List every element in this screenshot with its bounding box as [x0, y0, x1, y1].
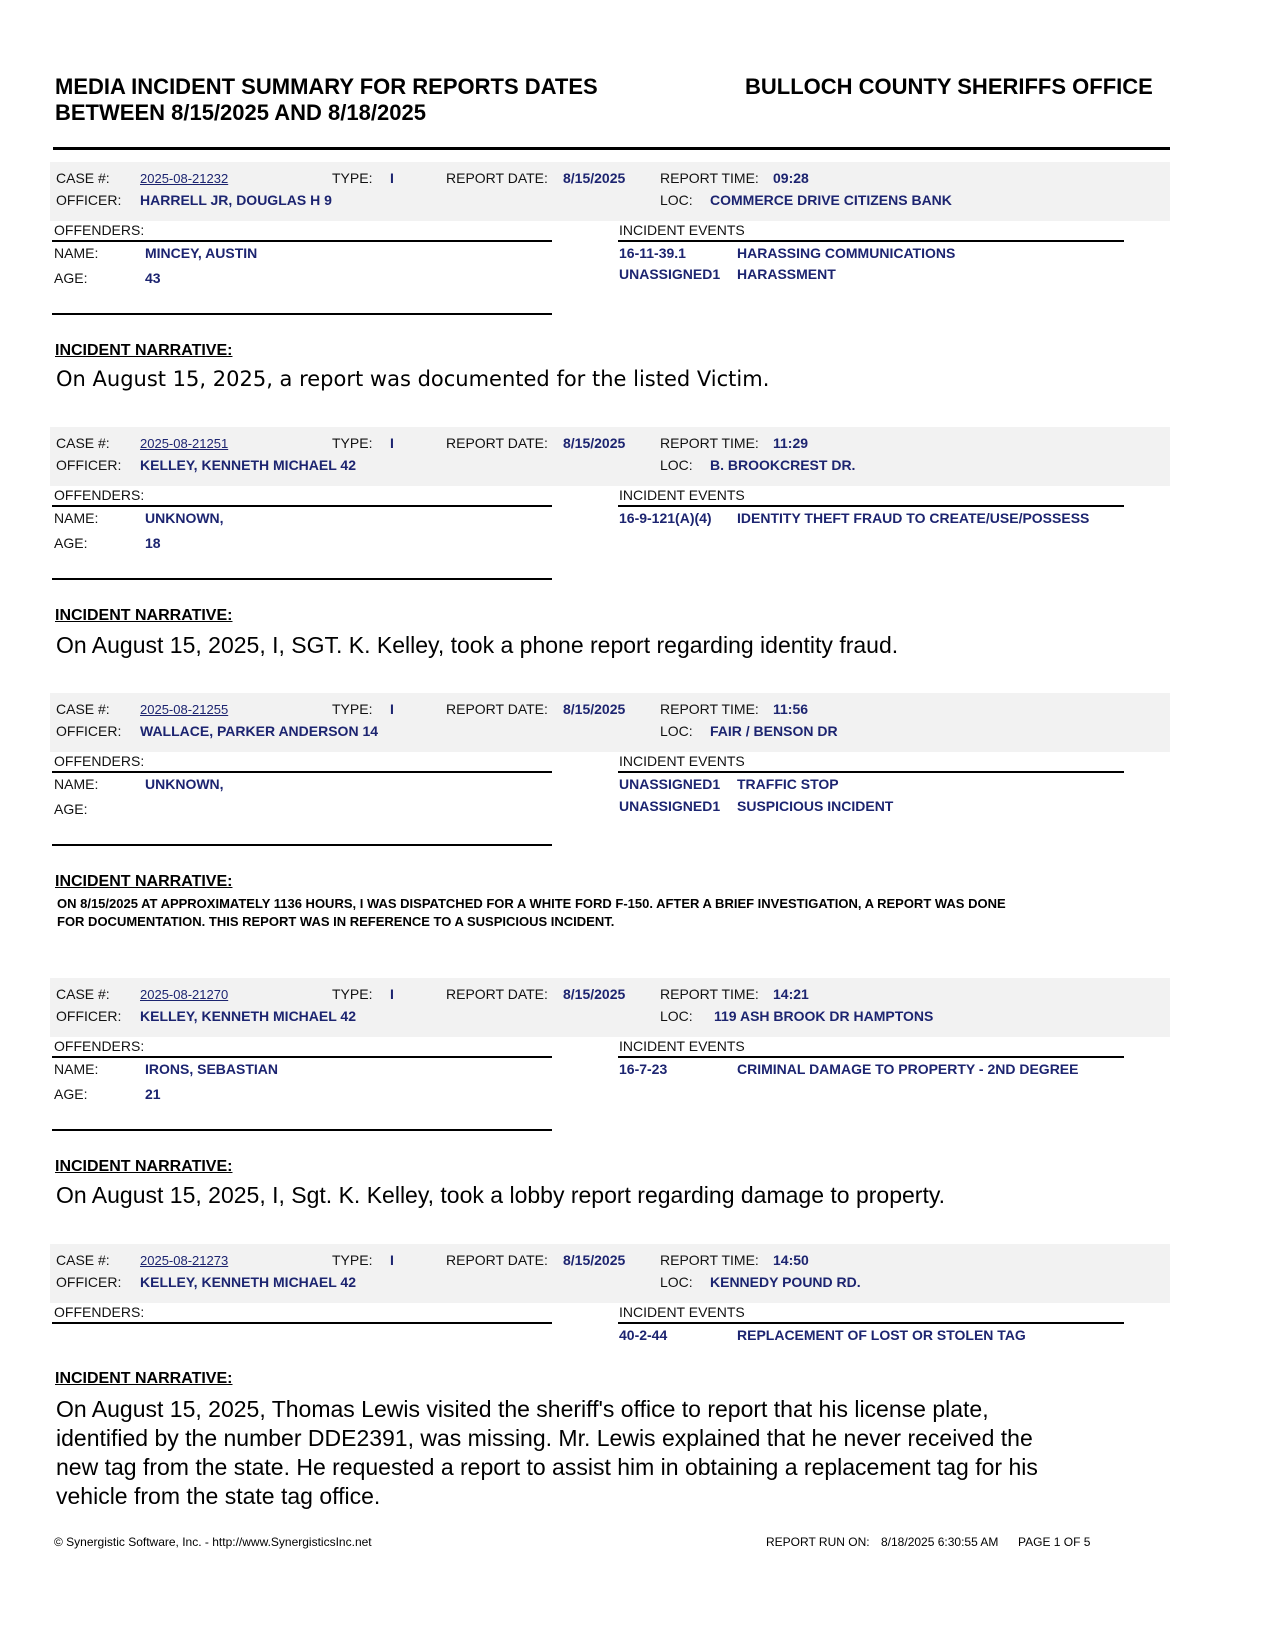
offender-name: IRONS, SEBASTIAN [145, 1061, 279, 1077]
incident-events-label: INCIDENT EVENTS [619, 1038, 745, 1054]
officer-label: OFFICER: [56, 192, 122, 208]
case-label: CASE #: [56, 170, 110, 186]
case-number-link[interactable]: 2025-08-21251 [140, 436, 229, 451]
event-desc: HARASSMENT [737, 266, 836, 282]
narrative-heading: INCIDENT NARRATIVE: [55, 1158, 233, 1175]
narrative-text: On August 15, 2025, I, Sgt. K. Kelley, took a lobby report regarding damage to property. [56, 1182, 946, 1208]
footer-run-on: 8/18/2025 6:30:55 AM [881, 1535, 999, 1549]
offenders-label: OFFENDERS: [54, 487, 145, 503]
loc-value: 119 ASH BROOK DR HAMPTONS [714, 1008, 934, 1024]
name-label: NAME: [54, 1061, 99, 1077]
offender-age: 43 [145, 270, 161, 286]
header-divider [53, 147, 1170, 150]
offender-age: 21 [145, 1086, 161, 1102]
age-label: AGE: [54, 270, 88, 286]
report-time-value: 11:56 [773, 701, 809, 717]
officer-label: OFFICER: [56, 1274, 122, 1290]
event-desc: TRAFFIC STOP [737, 776, 839, 792]
offenders-label: OFFENDERS: [54, 753, 145, 769]
offenders-bottom-rule [52, 844, 552, 846]
case-number-link[interactable]: 2025-08-21273 [140, 1253, 229, 1268]
event-code: 16-11-39.1 [619, 245, 686, 261]
offenders-label: OFFENDERS: [54, 1038, 145, 1054]
officer-value: HARRELL JR, DOUGLAS H 9 [140, 192, 332, 208]
offenders-bottom-rule [52, 313, 552, 315]
loc-value: FAIR / BENSON DR [710, 723, 838, 739]
report-date-value: 8/15/2025 [563, 435, 626, 451]
type-value: I [390, 170, 394, 186]
age-label: AGE: [54, 1086, 88, 1102]
name-label: NAME: [54, 245, 99, 261]
offender-name: UNKNOWN, [145, 510, 224, 526]
event-code: 16-7-23 [619, 1061, 668, 1077]
offenders-rule [52, 240, 552, 242]
case-label: CASE #: [56, 701, 110, 717]
officer-label: OFFICER: [56, 723, 122, 739]
narrative-text: On August 15, 2025, a report was documented for the listed Victim. [56, 367, 770, 391]
report-time-value: 09:28 [773, 170, 809, 186]
officer-value: KELLEY, KENNETH MICHAEL 42 [140, 1274, 356, 1290]
type-label: TYPE: [332, 170, 373, 186]
footer-copyright: © Synergistic Software, Inc. - http://www.SynergisticsInc.net [54, 1535, 372, 1549]
type-value: I [390, 435, 394, 451]
name-label: NAME: [54, 776, 99, 792]
incident-events-label: INCIDENT EVENTS [619, 1304, 745, 1320]
case-label: CASE #: [56, 986, 110, 1002]
offenders-rule [52, 1056, 552, 1058]
type-label: TYPE: [332, 435, 373, 451]
report-date-label: REPORT DATE: [446, 701, 548, 717]
report-time-label: REPORT TIME: [660, 170, 759, 186]
event-code: 40-2-44 [619, 1327, 668, 1343]
loc-label: LOC: [660, 457, 693, 473]
narrative-heading: INCIDENT NARRATIVE: [55, 607, 233, 624]
name-label: NAME: [54, 510, 99, 526]
narrative-heading: INCIDENT NARRATIVE: [55, 1370, 233, 1387]
report-date-label: REPORT DATE: [446, 1252, 548, 1268]
narrative-heading: INCIDENT NARRATIVE: [55, 873, 233, 890]
report-time-value: 11:29 [773, 435, 809, 451]
report-date-value: 8/15/2025 [563, 1252, 626, 1268]
offenders-rule [52, 771, 552, 773]
loc-label: LOC: [660, 192, 693, 208]
case-number-link[interactable]: 2025-08-21270 [140, 987, 229, 1002]
narrative-text: On August 15, 2025, Thomas Lewis visited the sheriff's office to report that his license plate, [56, 1396, 989, 1422]
events-rule [618, 505, 1124, 507]
event-code: UNASSIGNED1 [619, 798, 721, 814]
case-number-link[interactable]: 2025-08-21232 [140, 171, 229, 186]
narrative-text: On August 15, 2025, I, SGT. K. Kelley, took a phone report regarding identity fraud. [56, 632, 899, 658]
type-label: TYPE: [332, 1252, 373, 1268]
offenders-bottom-rule [52, 578, 552, 580]
offender-name: MINCEY, AUSTIN [145, 245, 258, 261]
agency-name: BULLOCH COUNTY SHERIFFS OFFICE [745, 74, 1153, 99]
loc-label: LOC: [660, 1008, 693, 1024]
report-time-label: REPORT TIME: [660, 1252, 759, 1268]
event-desc: HARASSING COMMUNICATIONS [737, 245, 956, 261]
case-label: CASE #: [56, 1252, 110, 1268]
narrative-text: ON 8/15/2025 AT APPROXIMATELY 1136 HOURS, I WAS DISPATCHED FOR A WHITE FORD F-150. AFTER A BRIEF INVESTIGATION, A REPORT WAS DONE [57, 896, 1006, 911]
report-title-line1: MEDIA INCIDENT SUMMARY FOR REPORTS DATES [55, 74, 598, 99]
event-code: 16-9-121(A)(4) [619, 510, 712, 526]
event-code: UNASSIGNED1 [619, 776, 721, 792]
narrative-heading: INCIDENT NARRATIVE: [55, 342, 233, 359]
officer-label: OFFICER: [56, 457, 122, 473]
event-code: UNASSIGNED1 [619, 266, 721, 282]
narrative-text: FOR DOCUMENTATION. THIS REPORT WAS IN REFERENCE TO A SUSPICIOUS INCIDENT. [57, 914, 615, 929]
case-number-link[interactable]: 2025-08-21255 [140, 702, 229, 717]
age-label: AGE: [54, 801, 88, 817]
report-time-value: 14:50 [773, 1252, 809, 1268]
report-title-line2: BETWEEN 8/15/2025 AND 8/18/2025 [55, 100, 426, 125]
loc-label: LOC: [660, 723, 693, 739]
incident-events-label: INCIDENT EVENTS [619, 753, 745, 769]
footer-run-label: REPORT RUN ON: [766, 1535, 870, 1549]
offender-name: UNKNOWN, [145, 776, 224, 792]
events-rule [618, 240, 1124, 242]
officer-value: KELLEY, KENNETH MICHAEL 42 [140, 457, 356, 473]
loc-value: KENNEDY POUND RD. [710, 1274, 861, 1290]
report-time-value: 14:21 [773, 986, 809, 1002]
footer-page: PAGE 1 OF 5 [1018, 1535, 1091, 1549]
loc-value: COMMERCE DRIVE CITIZENS BANK [710, 192, 952, 208]
officer-value: KELLEY, KENNETH MICHAEL 42 [140, 1008, 356, 1024]
loc-label: LOC: [660, 1274, 693, 1290]
type-label: TYPE: [332, 701, 373, 717]
officer-label: OFFICER: [56, 1008, 122, 1024]
report-time-label: REPORT TIME: [660, 986, 759, 1002]
age-label: AGE: [54, 535, 88, 551]
narrative-text: new tag from the state. He requested a report to assist him in obtaining a replacement tag for his [56, 1454, 1038, 1480]
narrative-text: vehicle from the state tag office. [56, 1483, 381, 1509]
event-desc: SUSPICIOUS INCIDENT [737, 798, 894, 814]
report-date-value: 8/15/2025 [563, 701, 626, 717]
offenders-bottom-rule [52, 1129, 552, 1131]
type-value: I [390, 701, 394, 717]
report-date-label: REPORT DATE: [446, 435, 548, 451]
offenders-rule [52, 1322, 552, 1324]
case-label: CASE #: [56, 435, 110, 451]
report-date-label: REPORT DATE: [446, 170, 548, 186]
report-time-label: REPORT TIME: [660, 435, 759, 451]
incident-events-label: INCIDENT EVENTS [619, 487, 745, 503]
incident-events-label: INCIDENT EVENTS [619, 222, 745, 238]
offender-age: 18 [145, 535, 161, 551]
report-date-label: REPORT DATE: [446, 986, 548, 1002]
loc-value: B. BROOKCREST DR. [710, 457, 856, 473]
event-desc: IDENTITY THEFT FRAUD TO CREATE/USE/POSSESS [737, 510, 1090, 526]
report-time-label: REPORT TIME: [660, 701, 759, 717]
report-date-value: 8/15/2025 [563, 986, 626, 1002]
narrative-text: identified by the number DDE2391, was missing. Mr. Lewis explained that he never received the [56, 1425, 1033, 1451]
event-desc: CRIMINAL DAMAGE TO PROPERTY - 2ND DEGREE [737, 1061, 1079, 1077]
report-date-value: 8/15/2025 [563, 170, 626, 186]
officer-value: WALLACE, PARKER ANDERSON 14 [140, 723, 379, 739]
offenders-label: OFFENDERS: [54, 1304, 145, 1320]
offenders-label: OFFENDERS: [54, 222, 145, 238]
type-label: TYPE: [332, 986, 373, 1002]
event-desc: REPLACEMENT OF LOST OR STOLEN TAG [737, 1327, 1026, 1343]
offenders-rule [52, 505, 552, 507]
type-value: I [390, 986, 394, 1002]
events-rule [618, 1322, 1124, 1324]
events-rule [618, 1056, 1124, 1058]
events-rule [618, 771, 1124, 773]
type-value: I [390, 1252, 394, 1268]
